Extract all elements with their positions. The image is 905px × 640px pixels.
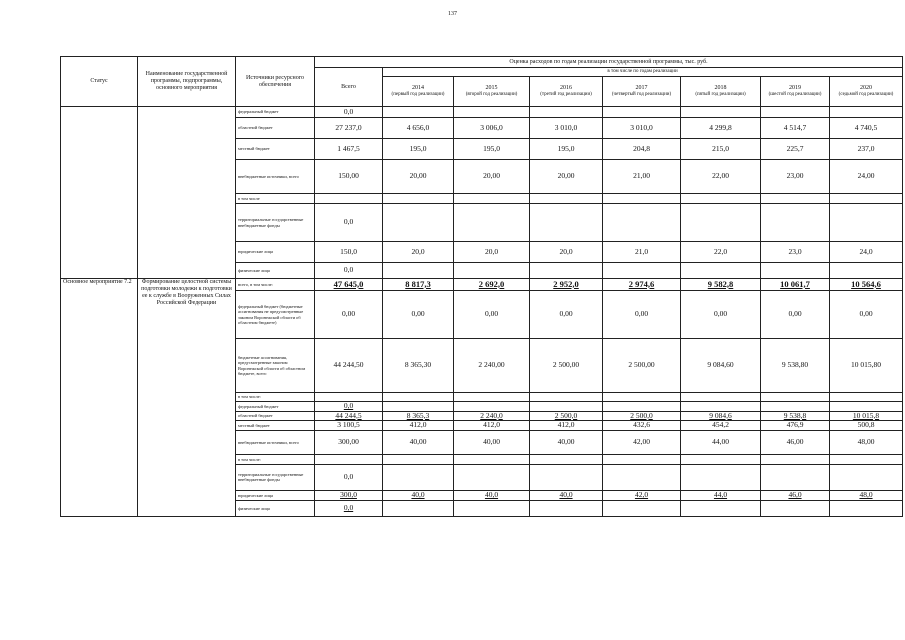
total-cell: 0,0: [315, 402, 383, 412]
year-value-cell: [530, 263, 603, 279]
year-value-cell: 46,00: [761, 430, 830, 454]
source-cell: областной бюджет: [236, 411, 315, 421]
year-value-cell: 2 692,0: [454, 279, 530, 291]
total-cell: 150,0: [315, 242, 383, 263]
year-value-cell: [383, 204, 454, 242]
measure-status: Основное мероприятие 7.2: [61, 279, 138, 517]
year-value-cell: 8 817,3: [383, 279, 454, 291]
header-year-2014: [383, 77, 454, 107]
source-cell: территориальные государственные внебюджетные фонды: [236, 204, 315, 242]
year-value-cell: [530, 204, 603, 242]
year-value-cell: 2 952,0: [530, 279, 603, 291]
total-cell: [315, 393, 383, 402]
year-value-cell: [681, 500, 761, 516]
source-cell: в том числе:: [236, 393, 315, 402]
year-value-cell: [681, 263, 761, 279]
year-label: (седьмой год реализации): [838, 92, 894, 98]
year-value-cell: 40,00: [530, 430, 603, 454]
year-value-cell: [681, 393, 761, 402]
year-value-cell: [383, 464, 454, 490]
year-value-cell: [603, 194, 681, 204]
year-value-cell: 21,0: [603, 242, 681, 263]
source-cell: областной бюджет: [236, 118, 315, 139]
year-value-cell: [603, 204, 681, 242]
total-cell: 150,00: [315, 160, 383, 194]
year-value-cell: 432,6: [603, 421, 681, 431]
year-value-cell: 40,0: [530, 490, 603, 500]
year-label: (пятый год реализации): [695, 92, 746, 98]
table-row: [61, 279, 903, 291]
year-value-cell: 9 084,6: [681, 411, 761, 421]
year-value-cell: 3 010,0: [603, 118, 681, 139]
year-value-cell: 3 006,0: [454, 118, 530, 139]
page-number: 137: [448, 11, 457, 17]
source-cell: федеральный бюджет (бюджетные ассигнования не предусмотренные законом Воронежской области об областном бюджете): [236, 291, 315, 339]
year-value-cell: 195,0: [454, 139, 530, 160]
total-cell: 44 244,5: [315, 411, 383, 421]
source-cell: юридические лица: [236, 490, 315, 500]
year-value-cell: 8 365,30: [383, 339, 454, 393]
year-number: 2019: [789, 85, 801, 92]
year-value-cell: [761, 393, 830, 402]
year-value-cell: 24,0: [830, 242, 903, 263]
year-label: (четвертый год реализации): [611, 92, 672, 98]
year-value-cell: [383, 500, 454, 516]
year-value-cell: 0,00: [761, 291, 830, 339]
header-year-2016: [530, 77, 603, 107]
year-value-cell: 48,0: [830, 490, 903, 500]
year-value-cell: [603, 402, 681, 412]
year-label: (шестой год реализации): [768, 92, 822, 98]
year-number: 2014: [412, 85, 424, 92]
header-name: Наименование государственной программы, подпрограммы, основного мероприятия: [138, 57, 236, 107]
year-value-cell: [761, 464, 830, 490]
year-value-cell: 42,0: [603, 490, 681, 500]
header-sources: Источники ресурсного обеспечения: [236, 57, 315, 107]
total-cell: 1 467,5: [315, 139, 383, 160]
year-value-cell: [830, 393, 903, 402]
year-value-cell: 44,0: [681, 490, 761, 500]
year-value-cell: [530, 464, 603, 490]
header-status: Статус: [61, 57, 138, 107]
year-value-cell: 195,0: [383, 139, 454, 160]
year-value-cell: [454, 107, 530, 118]
header-total: Всего: [315, 68, 383, 107]
year-value-cell: [830, 107, 903, 118]
block1-name-cell: [138, 107, 236, 279]
year-value-cell: 40,0: [454, 490, 530, 500]
year-value-cell: 24,00: [830, 160, 903, 194]
header-by-years: в том числе по годам реализации: [383, 68, 903, 77]
total-cell: 0,0: [315, 204, 383, 242]
year-value-cell: 3 010,0: [530, 118, 603, 139]
source-cell: внебюджетные источники, всего: [236, 430, 315, 454]
year-value-cell: 40,0: [383, 490, 454, 500]
year-value-cell: 10 061,7: [761, 279, 830, 291]
year-value-cell: [383, 194, 454, 204]
year-value-cell: [761, 204, 830, 242]
year-value-cell: [830, 500, 903, 516]
total-cell: [315, 454, 383, 464]
year-value-cell: 8 365,3: [383, 411, 454, 421]
year-value-cell: [454, 194, 530, 204]
year-value-cell: 0,00: [454, 291, 530, 339]
year-value-cell: 10 564,6: [830, 279, 903, 291]
year-value-cell: [454, 204, 530, 242]
year-value-cell: [603, 263, 681, 279]
year-value-cell: [454, 464, 530, 490]
source-cell: физические лица: [236, 263, 315, 279]
year-value-cell: [603, 107, 681, 118]
year-value-cell: [830, 464, 903, 490]
source-cell: юридические лица: [236, 242, 315, 263]
total-cell: 47 645,0: [315, 279, 383, 291]
source-cell: местный бюджет: [236, 421, 315, 431]
year-value-cell: 22,0: [681, 242, 761, 263]
year-value-cell: [681, 464, 761, 490]
year-number: 2017: [635, 85, 648, 92]
year-value-cell: 2 500,0: [530, 411, 603, 421]
year-value-cell: [603, 464, 681, 490]
header-year-2017: [603, 77, 681, 107]
source-cell: федеральный бюджет: [236, 107, 315, 118]
measure-name: Формирование целостной системы подготовки молодежи к подготовки ее к службе в Вооруженных Силах Российской Федерации: [138, 279, 236, 517]
year-value-cell: 476,9: [761, 421, 830, 431]
year-value-cell: [454, 402, 530, 412]
year-value-cell: 23,00: [761, 160, 830, 194]
year-value-cell: [383, 107, 454, 118]
year-value-cell: [603, 454, 681, 464]
source-cell: федеральный бюджет: [236, 402, 315, 412]
year-value-cell: 0,00: [530, 291, 603, 339]
header-year-2020: [830, 77, 903, 107]
source-cell: местный бюджет: [236, 139, 315, 160]
year-value-cell: [830, 402, 903, 412]
year-value-cell: [454, 393, 530, 402]
year-value-cell: 9 538,8: [761, 411, 830, 421]
year-value-cell: 454,2: [681, 421, 761, 431]
total-cell: 0,0: [315, 107, 383, 118]
total-cell: 300,00: [315, 430, 383, 454]
year-value-cell: 42,00: [603, 430, 681, 454]
year-value-cell: 412,0: [454, 421, 530, 431]
year-value-cell: 9 538,80: [761, 339, 830, 393]
budget-table: [60, 56, 903, 517]
year-value-cell: [530, 393, 603, 402]
year-number: 2016: [560, 85, 572, 92]
year-value-cell: 40,00: [454, 430, 530, 454]
year-value-cell: 48,00: [830, 430, 903, 454]
year-number: 2015: [485, 85, 498, 92]
year-value-cell: [603, 500, 681, 516]
year-value-cell: 46,0: [761, 490, 830, 500]
year-value-cell: 195,0: [530, 139, 603, 160]
year-value-cell: [681, 194, 761, 204]
year-value-cell: [761, 194, 830, 204]
source-cell: физические лица: [236, 500, 315, 516]
year-value-cell: 20,00: [454, 160, 530, 194]
year-value-cell: 9 084,60: [681, 339, 761, 393]
source-cell: в том числе: [236, 194, 315, 204]
year-value-cell: 10 015,80: [830, 339, 903, 393]
year-value-cell: [681, 402, 761, 412]
year-value-cell: [761, 402, 830, 412]
year-value-cell: 0,00: [603, 291, 681, 339]
year-value-cell: 20,00: [383, 160, 454, 194]
source-cell: внебюджетные источники, всего: [236, 160, 315, 194]
year-value-cell: [530, 194, 603, 204]
header-year-2019: [761, 77, 830, 107]
year-number: 2020: [860, 85, 872, 92]
year-value-cell: [383, 402, 454, 412]
year-number: 2018: [714, 85, 727, 92]
year-value-cell: [454, 263, 530, 279]
source-cell: всего, в том числе:: [236, 279, 315, 291]
year-value-cell: 20,0: [454, 242, 530, 263]
header-year-2018: [681, 77, 761, 107]
year-label: (второй год реализации): [465, 92, 518, 98]
year-label: (первый год реализации): [391, 92, 445, 98]
year-value-cell: 22,00: [681, 160, 761, 194]
year-value-cell: 10 015,8: [830, 411, 903, 421]
year-value-cell: [681, 454, 761, 464]
year-value-cell: [454, 454, 530, 464]
total-cell: 300,0: [315, 490, 383, 500]
year-value-cell: 2 974,6: [603, 279, 681, 291]
header-year-2015: [454, 77, 530, 107]
year-value-cell: 4 656,0: [383, 118, 454, 139]
source-cell: бюджетные ассигнования, предусмотренные законом Воронежской области об областном бюджете, всего: [236, 339, 315, 393]
year-value-cell: [530, 500, 603, 516]
year-value-cell: 23,0: [761, 242, 830, 263]
year-value-cell: 20,0: [530, 242, 603, 263]
year-value-cell: 4 514,7: [761, 118, 830, 139]
year-value-cell: 4 740,5: [830, 118, 903, 139]
year-value-cell: 237,0: [830, 139, 903, 160]
year-value-cell: [761, 454, 830, 464]
total-cell: 3 100,5: [315, 421, 383, 431]
total-cell: 0,0: [315, 263, 383, 279]
year-label: (третий год реализации): [540, 92, 592, 98]
source-cell: территориальные государственные внебюджетные фонды: [236, 464, 315, 490]
total-cell: 0,00: [315, 291, 383, 339]
year-value-cell: [830, 194, 903, 204]
block1-status-cell: [61, 107, 138, 279]
year-value-cell: 225,7: [761, 139, 830, 160]
year-value-cell: 2 500,0: [603, 411, 681, 421]
year-value-cell: [761, 263, 830, 279]
year-value-cell: [761, 500, 830, 516]
year-value-cell: [830, 204, 903, 242]
year-value-cell: [681, 204, 761, 242]
year-value-cell: [530, 402, 603, 412]
year-value-cell: [830, 454, 903, 464]
year-value-cell: 500,8: [830, 421, 903, 431]
year-value-cell: [383, 263, 454, 279]
total-cell: 0,0: [315, 500, 383, 516]
year-value-cell: 40,00: [383, 430, 454, 454]
year-value-cell: 20,00: [530, 160, 603, 194]
year-value-cell: [603, 393, 681, 402]
year-value-cell: 2 500,00: [530, 339, 603, 393]
total-cell: [315, 194, 383, 204]
year-value-cell: 412,0: [530, 421, 603, 431]
year-value-cell: [383, 454, 454, 464]
total-cell: 0,0: [315, 464, 383, 490]
year-value-cell: 4 299,8: [681, 118, 761, 139]
year-value-cell: [530, 107, 603, 118]
year-value-cell: 0,00: [383, 291, 454, 339]
year-value-cell: 21,00: [603, 160, 681, 194]
total-cell: 27 237,0: [315, 118, 383, 139]
year-value-cell: 215,0: [681, 139, 761, 160]
year-value-cell: 0,00: [830, 291, 903, 339]
year-value-cell: 2 240,0: [454, 411, 530, 421]
total-cell: 44 244,50: [315, 339, 383, 393]
year-value-cell: 44,00: [681, 430, 761, 454]
year-value-cell: 2 240,00: [454, 339, 530, 393]
table-row: [61, 107, 903, 118]
year-value-cell: 2 500,00: [603, 339, 681, 393]
year-value-cell: [454, 500, 530, 516]
year-value-cell: 412,0: [383, 421, 454, 431]
year-value-cell: [383, 393, 454, 402]
source-cell: в том числе:: [236, 454, 315, 464]
year-value-cell: [530, 454, 603, 464]
header-estimate: Оценка расходов по годам реализации государственной программы, тыс. руб.: [315, 57, 903, 68]
year-value-cell: [681, 107, 761, 118]
year-value-cell: [830, 263, 903, 279]
year-value-cell: 9 582,8: [681, 279, 761, 291]
year-value-cell: 204,8: [603, 139, 681, 160]
year-value-cell: 20,0: [383, 242, 454, 263]
year-value-cell: [761, 107, 830, 118]
year-value-cell: 0,00: [681, 291, 761, 339]
